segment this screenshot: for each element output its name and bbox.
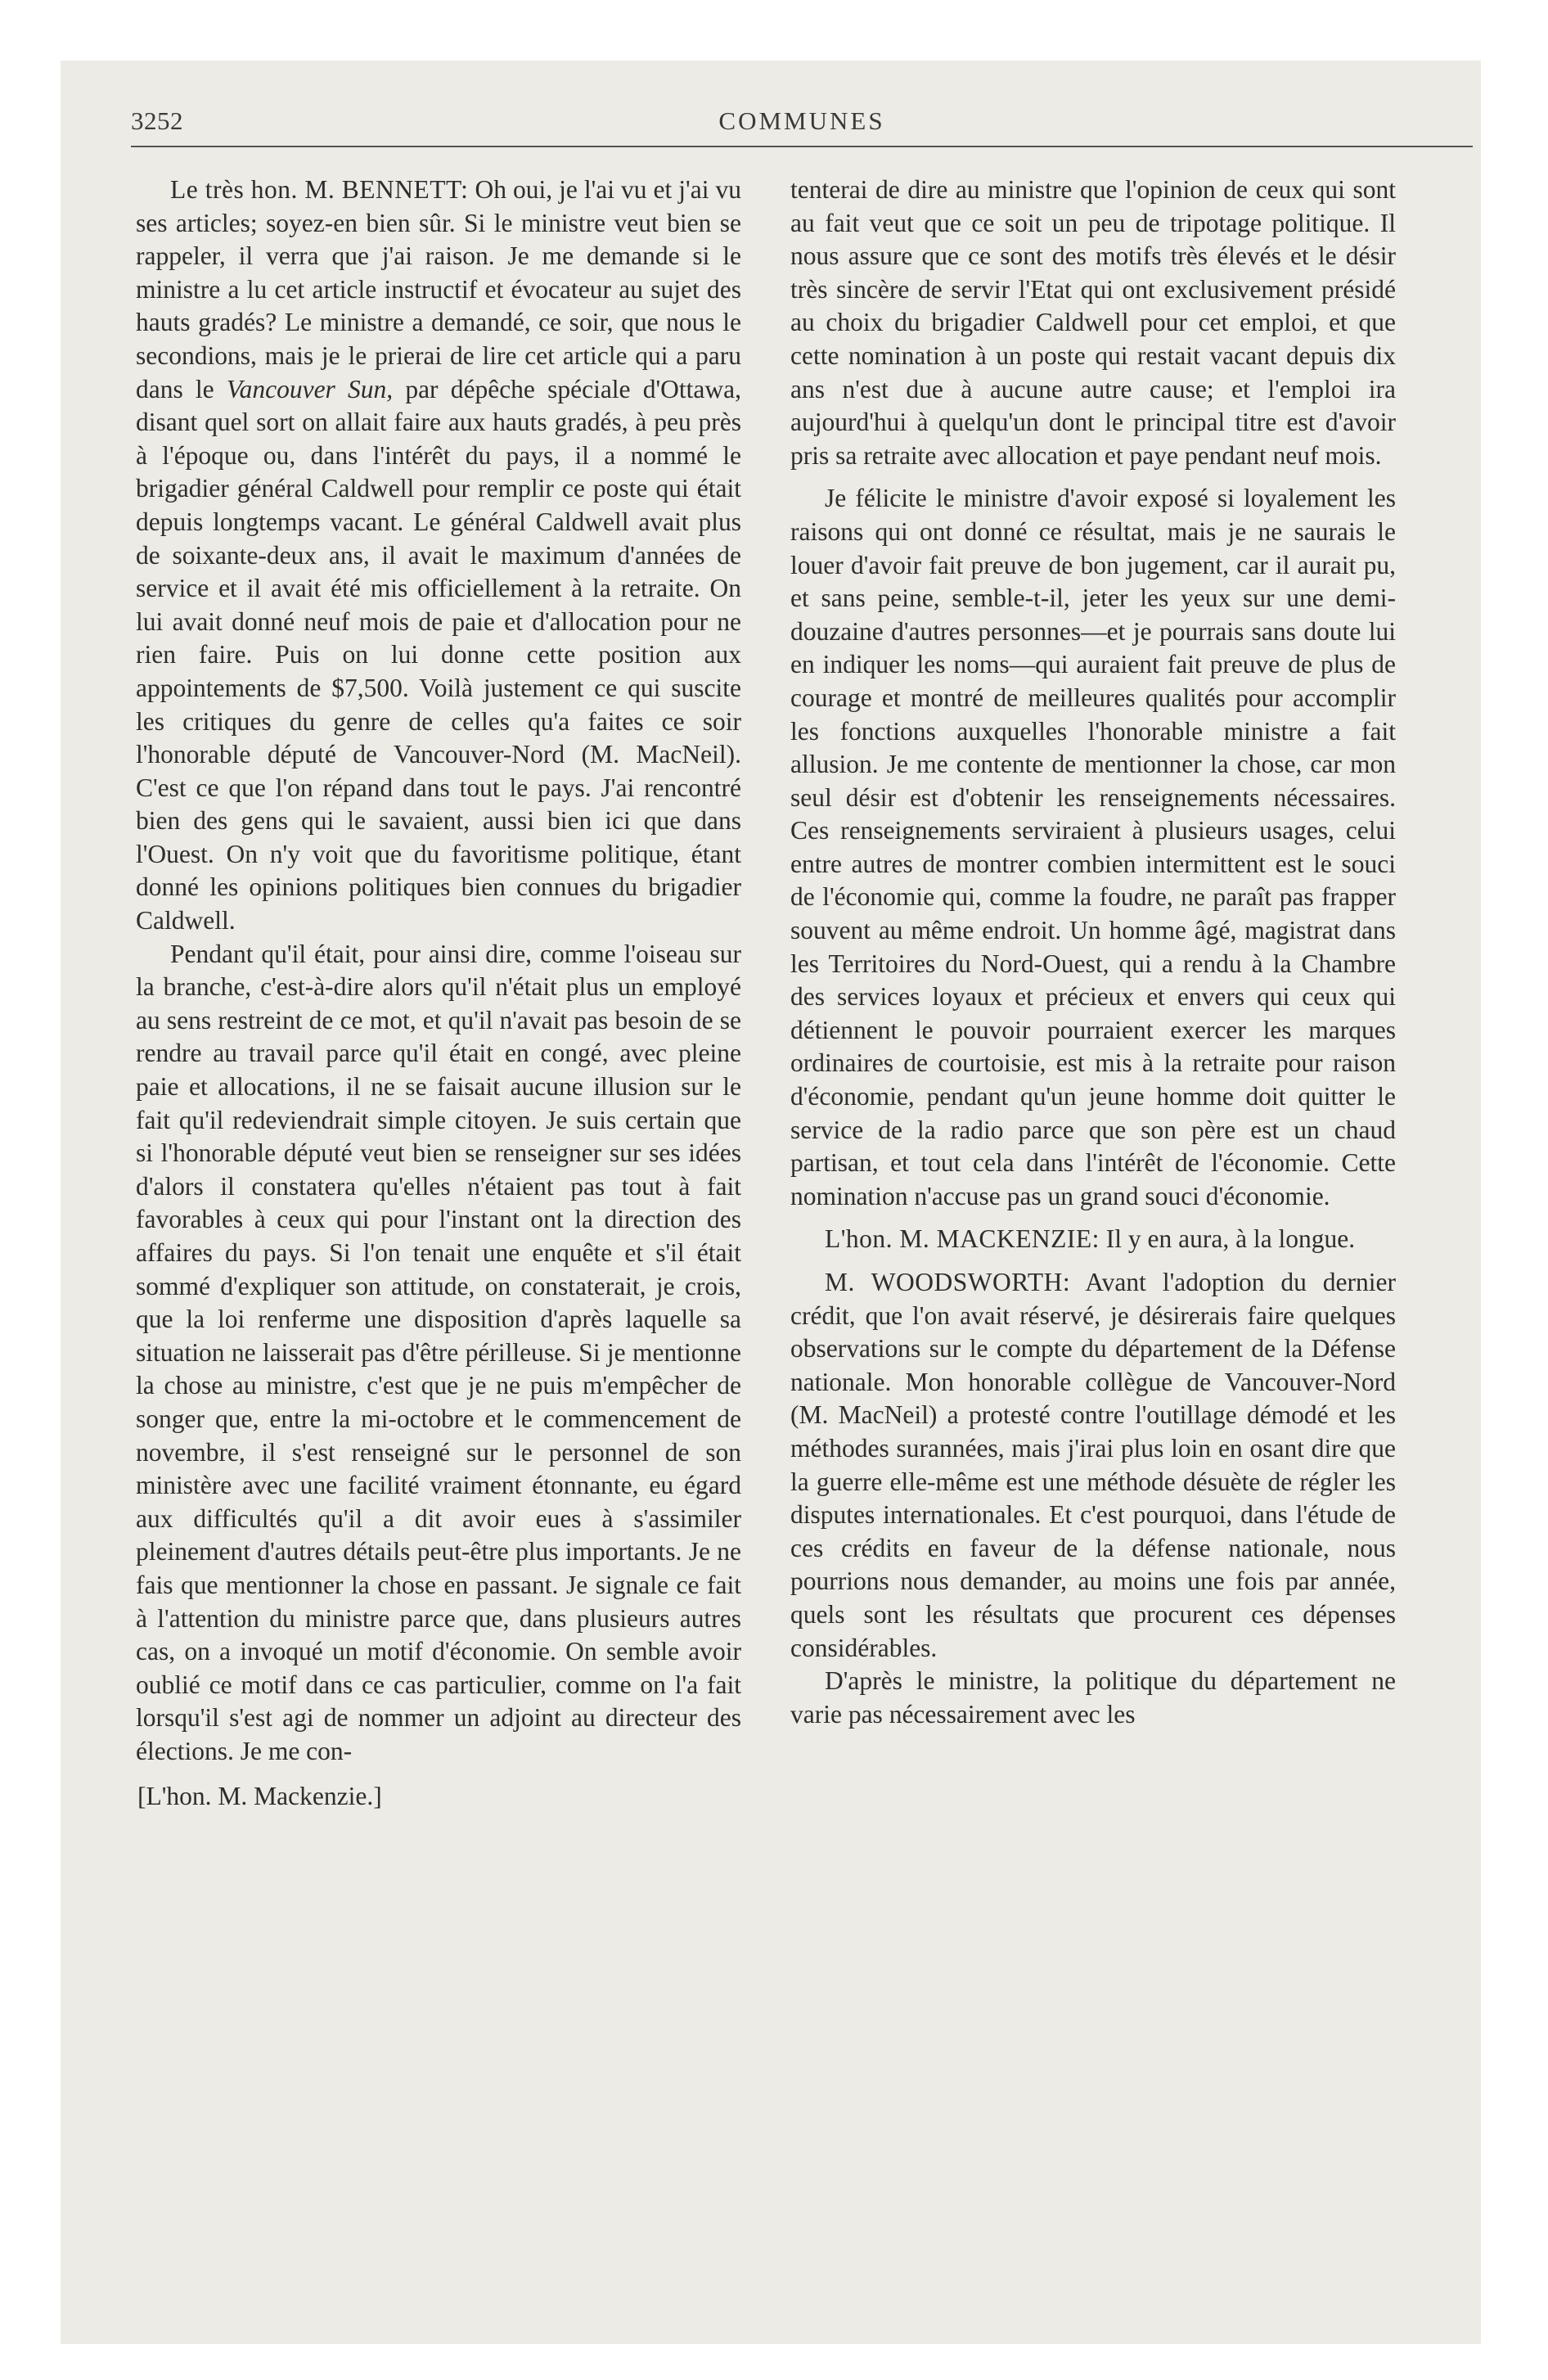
paragraph-mackenzie xyxy=(790,1223,1396,1256)
running-head: COMMUNES xyxy=(718,106,885,135)
paragraph: Pendant qu'il était, pour ainsi dire, comme l'oiseau sur la branche, c'est-à-dire alors qu'il n'était plus un employé au sens restreint de ce mot, et qu'il n'avait pas besoin de se rendre au travail parce qu'il était en congé, avec pleine paie et allocations, il ne se faisait aucune illusion sur le fait qu'il redeviendrait simple citoyen. Je suis certain que si l'honorable député veut bien se renseigner sur ses idées d'alors il constatera qu'elles n'étaient pas tout à fait favorables à ceux qui pour l'instant ont la direction des affaires du pays. Si l'on tenait une enquête et s'il était sommé d'expliquer son attitude, on constaterait, je crois, que la loi renferme une disposition d'après laquelle sa situation ne laisserait pas d'être périlleuse. Si je mentionne la chose au ministre, c'est que je ne puis m'empêcher de songer que, entre la mi-octobre et le commencement de novembre, il s'est renseigné sur le personnel de son ministère avec une facilité vraiment étonnante, eu égard aux difficultés qu'il a dit avoir eues à s'assimiler pleinement d'autres détails peut-être plus importants. Je ne fais que mentionner la chose en passant. Je signale ce fait à l'attention du ministre parce que, dans plusieurs autres cas, on a invoqué un motif d'économie. On semble avoir oublié ce motif dans ce cas particulier, comme on l'a fait lorsqu'il s'est agi de nommer un adjoint au directeur des élections. Je me con- xyxy=(136,939,741,1765)
header-rule xyxy=(131,146,1473,147)
speaker-attribution: [L'hon. M. Mackenzie.] xyxy=(137,1781,382,1810)
paragraph: D'après le ministre, la politique du département ne varie pas nécessairement avec les xyxy=(790,1666,1396,1729)
speaker-name: M. WOODSWORTH: xyxy=(825,1268,1071,1296)
page-number: 3252 xyxy=(131,106,183,135)
speaker-name: L'hon. M. MACKENZIE: xyxy=(825,1224,1100,1254)
right-column xyxy=(790,174,1396,1731)
paragraph-woodsworth xyxy=(790,1266,1396,1665)
scanned-page xyxy=(61,61,1481,2344)
paragraph-continuation: tenterai de dire au ministre que l'opinion de ceux qui sont au fait veut que ce soit un peu de tripotage politique. Il nous assure que ce sont des motifs très élevés et le désir très sincère de servir l'Etat qui ont exclusivement présidé au choix du brigadier Caldwell pour cet emploi, et que cette nomination à un poste qui restait vacant depuis dix ans n'est due à aucune autre cause; et l'emploi ira aujourd'hui à quelqu'un dont le principal titre est d'avoir pris sa retraite avec allocation et paye pendant neuf mois. xyxy=(790,175,1396,470)
paragraph-text: Il y en aura, à la longue. xyxy=(1099,1224,1356,1254)
paragraph-text: par dépêche spéciale d'Ottawa, disant quel sort on allait faire aux hauts gradés, à peu près à l'époque ou, dans l'intérêt du pays, il a nommé le brigadier général Caldwell pour remplir ce poste qui était depuis longtemps vacant. Le général Caldwell avait plus de soixante-deux ans, il avait le maximum d'années de service et il avait été mis officiellement à la retraite. On lui avait donné neuf mois de paie et d'allocation pour ne rien faire. Puis on lui donne cette position aux appointements de $7,500. Voilà justement ce qui suscite les critiques du genre de celles qu'a faites ce soir l'honorable député de Vancouver-Nord (M. MacNeil). C'est ce que l'on répand dans tout le pays. J'ai rencontré bien des gens qui le savaient, aussi bien ici que dans l'Ouest. On n'y voit que du favoritisme politique, étant donné les opinions politiques bien connues du brigadier Caldwell. xyxy=(136,374,741,935)
page-header xyxy=(131,100,1473,149)
paragraph-text: Oh oui, je l'ai vu et j'ai vu ses articles; soyez-en bien sûr. Si le ministre veut bien se rappeler, il verra que j'ai raison. Je me demande si le ministre a lu cet article instructif et évocateur au sujet des hauts gradés? Le ministre a demandé, ce soir, que nous le secondions, mais je le prierai de lire cet article qui a paru dans le xyxy=(136,175,741,403)
paragraph: Je félicite le ministre d'avoir exposé si loyalement les raisons qui ont donné ce résultat, mais je ne saurais le louer d'avoir fait preuve de bon jugement, car il aurait pu, et sans peine, semble-t-il, jeter les yeux sur une demi-douzaine d'autres personnes—et je pourrais sans doute lui en indiquer les noms—qui auraient fait preuve de plus de courage et montré de meilleures qualités pour accomplir les fonctions auxquelles l'honorable ministre a fait allusion. Je me contente de mentionner la chose, car mon seul désir est d'obtenir les renseignements nécessaires. Ces renseignements serviraient à plusieurs usages, celui entre autres de montrer combien intermittent est le souci de l'économie qui, comme la foudre, ne paraît pas frapper souvent au même endroit. Un homme âgé, magistrat dans les Territoires du Nord-Ouest, qui a rendu à la Chambre des services loyaux et précieux et envers qui ceux qui détiennent le pouvoir pourraient exercer les marques ordinaires de courtoisie, est mis à la retraite pour raison d'économie, pendant qu'un jeune homme doit quitter le service de la radio parce que son père est un chaud partisan, et tout cela dans l'intérêt de l'économie. Cette nomination n'accuse pas un grand souci d'économie. xyxy=(790,484,1396,1210)
speaker-name: Le très hon. M. BENNETT: xyxy=(170,175,469,204)
left-column xyxy=(136,174,741,1813)
newspaper-title: Vancouver Sun, xyxy=(226,374,394,403)
paragraph-bennett xyxy=(136,174,741,938)
paragraph-text: Avant l'adoption du dernier crédit, que l'on avait réservé, je désirerais faire quelques observations sur le compte du département de la Défense nationale. Mon honorable collègue de Vancouver-Nord (M. MacNeil) a protesté contre l'outillage démodé et les méthodes surannées, mais j'irai plus loin en osant dire que la guerre elle-même est une méthode désuète de régler les disputes internationales. Et c'est pourquoi, dans l'étude de ces crédits en faveur de la défense nationale, nous pourrions nous demander, au moins une fois par année, quels sont les résultats que procurent ces dépenses considérables. xyxy=(790,1268,1397,1662)
